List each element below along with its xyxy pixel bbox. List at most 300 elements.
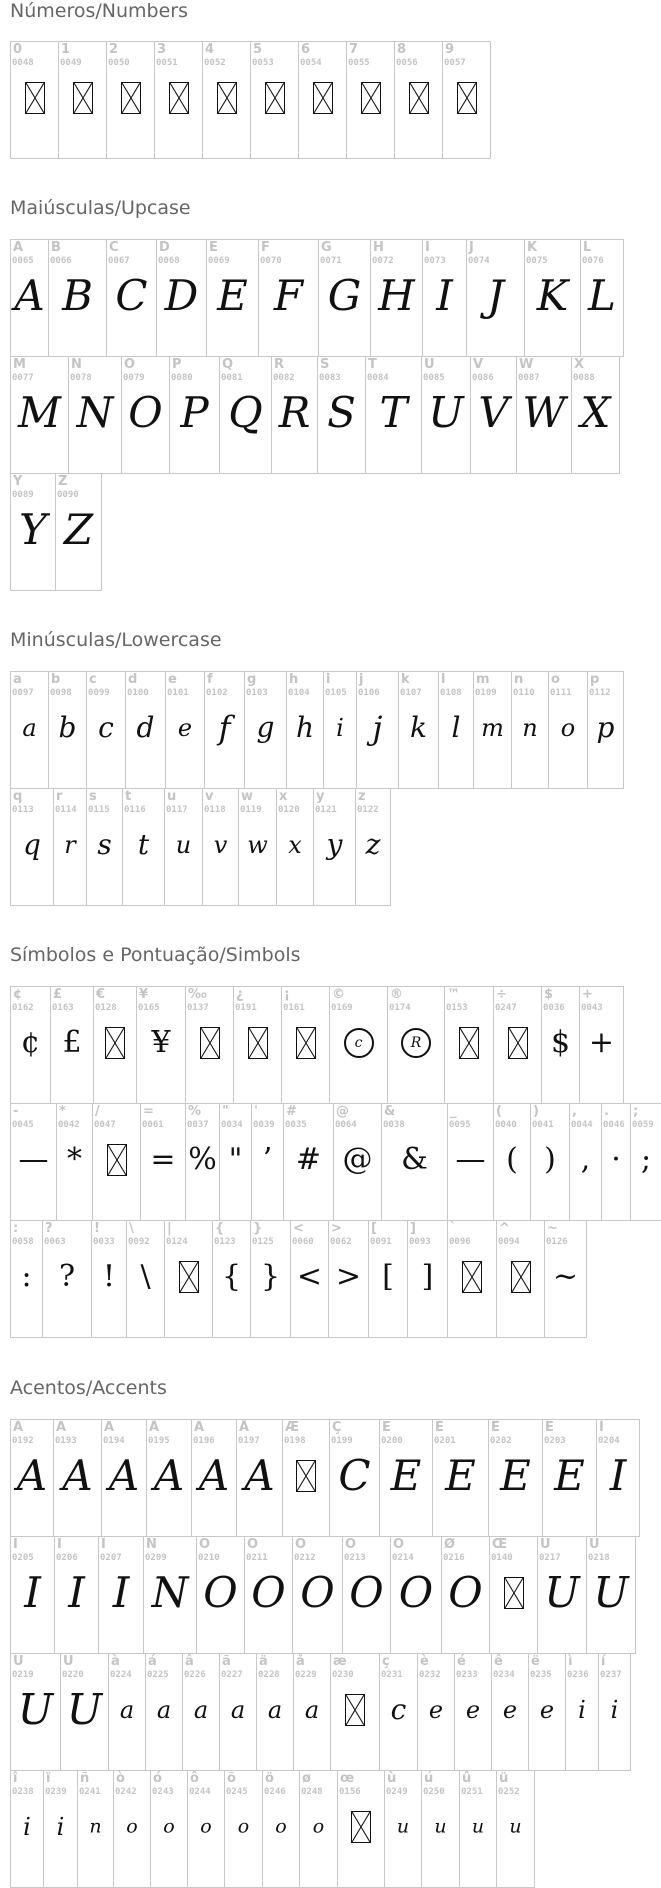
glyph-character-label: !: [94, 1221, 100, 1236]
glyph-code-label: 0202: [490, 1436, 512, 1446]
glyph-code-label: 0122: [357, 805, 379, 815]
glyph-sample: n: [522, 714, 538, 742]
glyph-sample: w: [247, 831, 268, 859]
glyph-cell: [317, 356, 366, 474]
glyph-character-label: Ö: [393, 1537, 405, 1552]
glyph-character-label: ü: [499, 1771, 509, 1786]
glyph-code-label: 0194: [103, 1436, 125, 1446]
glyph-cell: [244, 671, 287, 789]
glyph-character-label: y: [316, 789, 325, 804]
glyph-code-label: 0112: [589, 688, 611, 698]
glyph-sample: a: [230, 1696, 246, 1724]
glyph-cell: [438, 671, 474, 789]
glyph-code-label: 0214: [392, 1553, 414, 1563]
glyph-code-label: 0227: [221, 1670, 243, 1680]
glyph-character-label: b: [51, 672, 61, 687]
glyph-cell: [422, 239, 467, 357]
glyph-cell: [56, 1103, 93, 1221]
glyph-cell: [86, 671, 126, 789]
glyph-cell: [106, 239, 157, 357]
glyph-sample: >: [335, 1259, 362, 1294]
glyph-cell: [329, 1419, 380, 1537]
glyph-sample: ’: [262, 1142, 273, 1177]
glyph-character-label: Ã: [149, 1420, 160, 1435]
glyph-cell: [92, 1103, 141, 1221]
glyph-character-label: *: [59, 1104, 66, 1119]
glyph-cell: [156, 239, 207, 357]
glyph-cell: [10, 671, 49, 789]
missing-glyph-icon: [265, 82, 285, 114]
glyph-character-label: Ñ: [146, 1537, 157, 1552]
glyph-code-label: 0073: [424, 256, 446, 266]
glyph-character-label: Ü: [63, 1654, 74, 1669]
glyph-cell: [370, 239, 423, 357]
glyph-code-label: 0252: [498, 1787, 520, 1797]
glyph-cell: [313, 788, 356, 906]
glyph-code-label: 0205: [12, 1553, 34, 1563]
missing-glyph-icon: [345, 1694, 365, 1726]
glyph-sample: ): [544, 1142, 556, 1177]
glyph-code-label: 0207: [100, 1553, 122, 1563]
glyph-sample: —: [455, 1142, 486, 1177]
glyph-code-label: 0203: [544, 1436, 566, 1446]
glyph-code-label: 0095: [449, 1120, 471, 1130]
glyph-code-label: 0225: [147, 1670, 169, 1680]
glyph-cell: [441, 1536, 490, 1654]
glyph-code-label: 0220: [62, 1670, 84, 1680]
glyph-character-label: Ó: [247, 1537, 259, 1552]
glyph-cell: [86, 788, 123, 906]
glyph-sample: h: [295, 711, 315, 744]
glyph-sample: m: [481, 714, 504, 742]
glyph-cell: [10, 986, 51, 1104]
glyph-character-label: ô: [190, 1771, 199, 1786]
glyph-cell: [390, 1536, 442, 1654]
glyph-sample: !: [102, 1259, 116, 1294]
glyph-character-label: J: [469, 240, 474, 255]
glyph-character-label: #: [286, 1104, 297, 1119]
glyph-cell: [50, 986, 94, 1104]
glyph-cell: [601, 1103, 631, 1221]
glyph-code-label: 0219: [12, 1670, 34, 1680]
glyph-character-label: l: [441, 672, 446, 687]
glyph-cell: [154, 41, 203, 159]
glyph-cell: [387, 986, 445, 1104]
glyph-code-label: 0249: [386, 1787, 408, 1797]
glyph-cell: [60, 1653, 109, 1771]
glyph-sample: d: [136, 711, 155, 744]
glyph-cell: [54, 1536, 99, 1654]
glyph-code-label: 0064: [335, 1120, 357, 1130]
glyph-cell: [43, 1770, 78, 1888]
glyph-code-label: 0096: [449, 1237, 471, 1247]
glyph-code-label: 0076: [582, 256, 604, 266]
glyph-cell: [250, 41, 299, 159]
glyph-character-label: n: [514, 672, 524, 687]
glyph-character-label: û: [462, 1771, 472, 1786]
glyph-character-label: ë: [531, 1654, 540, 1669]
glyph-cell: [251, 1103, 284, 1221]
glyph-cell: [299, 1770, 338, 1888]
glyph-character-label: ö: [265, 1771, 274, 1786]
glyph-cell: [219, 1103, 252, 1221]
glyph-sample: }: [260, 1259, 281, 1294]
glyph-character-label: ™: [447, 987, 460, 1002]
glyph-cell: [496, 1220, 545, 1338]
glyph-sample: [388, 1028, 444, 1058]
glyph-cell: [365, 356, 422, 474]
glyph-sample: c: [98, 711, 114, 744]
glyph-code-label: 0211: [246, 1553, 268, 1563]
glyph-cell: [524, 239, 581, 357]
glyph-sample: z: [365, 828, 381, 861]
glyph-sample: u: [471, 1815, 485, 1838]
glyph-cell: [355, 788, 391, 906]
glyph-cell: [219, 1653, 257, 1771]
glyph-sample: O: [251, 1568, 286, 1617]
glyph-sample: *: [67, 1142, 82, 1177]
glyph-sample: e: [539, 1696, 555, 1724]
glyph-character-label: k: [401, 672, 410, 687]
glyph-character-label: õ: [227, 1771, 236, 1786]
glyph-cell: [204, 671, 245, 789]
glyph-code-label: 0226: [184, 1670, 206, 1680]
glyph-code-label: 0093: [409, 1237, 431, 1247]
glyph-character-label: ó: [153, 1771, 162, 1786]
glyph-character-label: K: [527, 240, 538, 255]
missing-glyph-icon: [200, 1027, 220, 1059]
glyph-code-label: 0089: [12, 490, 34, 500]
glyph-character-label: Û: [13, 1654, 24, 1669]
glyph-code-label: 0034: [221, 1120, 243, 1130]
glyph-character-label: %: [188, 1104, 202, 1119]
glyph-cell: [91, 1220, 127, 1338]
glyph-cell: [493, 986, 542, 1104]
missing-glyph-icon: [105, 1027, 125, 1059]
glyph-code-label: 0124: [166, 1237, 188, 1247]
glyph-cell: [106, 41, 155, 159]
glyph-sample: t: [137, 828, 150, 861]
glyph-code-label: 0237: [600, 1670, 622, 1680]
glyph-character-label: î: [13, 1771, 18, 1786]
glyph-cell: [407, 1220, 448, 1338]
glyph-cell: [473, 671, 512, 789]
glyph-character-label: L: [583, 240, 592, 255]
glyph-sample: ¢: [20, 1025, 41, 1060]
glyph-character-label: ñ: [80, 1771, 90, 1786]
glyph-cell: [206, 239, 259, 357]
glyph-sample: n: [89, 1815, 102, 1838]
glyph-sample: o: [126, 1815, 138, 1838]
glyph-character-label: à: [111, 1654, 120, 1669]
glyph-sample: U: [17, 1685, 54, 1734]
circled-letter: R: [401, 1028, 431, 1058]
glyph-code-label: 0212: [294, 1553, 316, 1563]
glyph-cell: [212, 1220, 251, 1338]
glyph-character-label: Á: [56, 1420, 67, 1435]
glyph-character-label: 0: [13, 42, 23, 57]
glyph-code-label: 0090: [57, 490, 79, 500]
glyph-sample: N: [76, 388, 114, 437]
glyph-cell: [511, 671, 549, 789]
glyph-code-label: 0230: [332, 1670, 354, 1680]
missing-glyph-icon: [296, 1460, 316, 1492]
glyph-character-label: M: [13, 357, 26, 372]
glyph-character-label: 2: [109, 42, 119, 57]
glyph-sample: p: [596, 711, 615, 744]
glyph-code-label: 0056: [396, 58, 418, 68]
glyph-sample: I: [436, 271, 453, 320]
glyph-cell: [108, 1653, 146, 1771]
glyph-character-label: å: [296, 1654, 305, 1669]
missing-glyph-icon: [107, 1144, 127, 1176]
glyph-code-label: 0228: [258, 1670, 280, 1680]
glyph-sample: u: [396, 1815, 410, 1838]
glyph-sample: W: [522, 388, 566, 437]
glyph-code-label: 0246: [264, 1787, 286, 1797]
glyph-character-label: m: [476, 672, 490, 687]
glyph-cell: [101, 1419, 147, 1537]
glyph-code-label: 0217: [539, 1553, 561, 1563]
glyph-sample: E: [390, 1451, 422, 1500]
glyph-cell: [541, 986, 580, 1104]
glyph-character-label: ã: [222, 1654, 231, 1669]
glyph-character-label: Ê: [491, 1420, 500, 1435]
glyph-code-label: 0050: [108, 58, 130, 68]
glyph-character-label: p: [590, 672, 600, 687]
glyph-code-label: 0241: [79, 1787, 101, 1797]
glyph-character-label: Ò: [199, 1537, 211, 1552]
glyph-code-label: 0077: [12, 373, 34, 383]
glyph-sample: U: [593, 1568, 629, 1617]
glyph-code-label: 0091: [370, 1237, 392, 1247]
glyph-sample: G: [327, 271, 362, 320]
glyph-code-label: 0049: [60, 58, 82, 68]
glyph-code-label: 0105: [325, 688, 347, 698]
glyph-code-label: 0244: [189, 1787, 211, 1797]
glyph-cell: [244, 1536, 293, 1654]
glyph-cell: [125, 671, 166, 789]
glyph-character-label: V: [473, 357, 484, 372]
glyph-character-label: o: [551, 672, 560, 687]
glyph-character-label: ©: [332, 987, 345, 1002]
glyph-code-label: 0120: [278, 805, 300, 815]
glyph-sample: A: [14, 271, 45, 320]
glyph-code-label: 0224: [110, 1670, 132, 1680]
glyph-sample: V: [478, 388, 509, 437]
glyph-sample: e: [502, 1696, 518, 1724]
glyph-character-label: z: [358, 789, 366, 804]
section-title-numeros-numbers: Números/Numbers: [10, 0, 188, 22]
glyph-character-label: ¢: [13, 987, 23, 1002]
glyph-cell: [496, 1770, 535, 1888]
glyph-sample: B: [62, 271, 93, 320]
glyph-cell: [283, 1103, 334, 1221]
glyph-sample: O: [349, 1568, 384, 1617]
glyph-cell: [164, 1220, 213, 1338]
glyph-character-label: ò: [116, 1771, 125, 1786]
glyph-cell: [146, 1419, 192, 1537]
glyph-sample: g: [256, 711, 275, 744]
glyph-cell: [488, 1419, 543, 1537]
glyph-character-label: ]: [410, 1221, 416, 1236]
glyph-cell: [384, 1770, 422, 1888]
glyph-character-label: x: [279, 789, 288, 804]
glyph-code-label: 0213: [344, 1553, 366, 1563]
glyph-sample: O: [128, 388, 163, 437]
glyph-sample: [: [382, 1259, 394, 1294]
glyph-sample: i: [336, 714, 344, 742]
missing-glyph-icon: [179, 1261, 199, 1293]
glyph-character-label: ï: [46, 1771, 51, 1786]
glyph-character-label: Æ: [285, 1420, 300, 1435]
section-title-acentos-accents: Acentos/Accents: [10, 1377, 167, 1399]
glyph-character-label: q: [13, 789, 23, 804]
glyph-cell: [202, 41, 251, 159]
glyph-cell: [323, 671, 357, 789]
glyph-sample: ;: [640, 1142, 652, 1177]
glyph-character-label: H: [373, 240, 384, 255]
glyph-code-label: 0040: [495, 1120, 517, 1130]
glyph-code-label: 0054: [300, 58, 322, 68]
glyph-cell: [10, 1103, 57, 1221]
glyph-cell: [548, 671, 588, 789]
glyph-character-label: j: [359, 672, 364, 687]
glyph-code-label: 0086: [472, 373, 494, 383]
glyph-sample: o: [200, 1815, 212, 1838]
glyph-sample: e: [177, 714, 193, 742]
glyph-code-label: 0235: [530, 1670, 552, 1680]
glyph-sample: j: [372, 709, 383, 747]
glyph-code-label: 0052: [204, 58, 226, 68]
glyph-character-label: ê: [494, 1654, 503, 1669]
missing-glyph-icon: [313, 82, 333, 114]
glyph-code-label: 0115: [88, 805, 110, 815]
glyph-code-label: 0192: [12, 1436, 34, 1446]
glyph-code-label: 0204: [598, 1436, 620, 1446]
glyph-code-label: 0071: [320, 256, 342, 266]
glyph-sample: u: [175, 831, 192, 859]
glyph-code-label: 0043: [581, 1003, 603, 1013]
glyph-sample: @: [342, 1142, 373, 1177]
glyph-cell: [77, 1770, 114, 1888]
glyph-sample: u: [434, 1815, 447, 1838]
glyph-character-label: -: [13, 1104, 19, 1119]
glyph-character-label: ): [533, 1104, 539, 1119]
glyph-sample: a: [22, 714, 37, 742]
glyph-sample: b: [58, 711, 77, 744]
glyph-sample: o: [163, 1815, 175, 1838]
glyph-code-label: 0121: [315, 805, 337, 815]
glyph-sample: ?: [58, 1259, 76, 1294]
glyph-character-label: :: [13, 1221, 19, 1236]
glyph-cell: [164, 788, 203, 906]
glyph-character-label: ": [222, 1104, 229, 1119]
glyph-sample: L: [588, 271, 616, 320]
glyph-sample: o: [560, 714, 576, 742]
glyph-cell: [569, 1103, 602, 1221]
glyph-sample: a: [119, 1696, 135, 1724]
glyph-cell: [290, 1220, 329, 1338]
glyph-sample: E: [500, 1451, 531, 1500]
glyph-code-label: 0058: [12, 1237, 34, 1247]
glyph-character-label: g: [247, 672, 257, 687]
glyph-character-label: ~: [547, 1221, 558, 1236]
glyph-cell: [42, 1220, 92, 1338]
glyph-code-label: 0234: [493, 1670, 515, 1680]
glyph-character-label: 4: [205, 42, 215, 57]
glyph-sample: q: [23, 828, 41, 861]
glyph-code-label: 0169: [331, 1003, 353, 1013]
missing-glyph-icon: [508, 1027, 528, 1059]
glyph-cell: [202, 788, 239, 906]
glyph-character-label: 3: [157, 42, 167, 57]
glyph-sample: E: [554, 1451, 585, 1500]
glyph-character-label: u: [167, 789, 177, 804]
glyph-cell: [143, 1536, 197, 1654]
glyph-code-label: 0085: [423, 373, 445, 383]
glyph-cell: [394, 41, 443, 159]
glyph-code-label: 0200: [381, 1436, 403, 1446]
glyph-sample: I: [112, 1568, 130, 1617]
glyph-code-label: 0068: [158, 256, 180, 266]
glyph-sample: O: [398, 1568, 434, 1617]
glyph-code-label: 0055: [348, 58, 370, 68]
glyph-character-label: Ô: [295, 1537, 307, 1552]
glyph-sample: J: [487, 271, 504, 320]
glyph-cell: [122, 788, 165, 906]
glyph-character-label: i: [326, 672, 331, 687]
glyph-character-label: Ï: [101, 1537, 106, 1552]
glyph-cell: [516, 356, 572, 474]
glyph-code-label: 0209: [145, 1553, 167, 1563]
glyph-sample: ~: [552, 1259, 579, 1294]
glyph-sample: Y: [19, 505, 47, 554]
glyph-code-label: 0087: [518, 373, 540, 383]
glyph-sample: K: [536, 271, 569, 320]
glyph-code-label: 0053: [252, 58, 274, 68]
glyph-sample: ,: [580, 1142, 591, 1177]
glyph-character-label: r: [56, 789, 63, 804]
glyph-code-label: 0161: [283, 1003, 305, 1013]
glyph-sample: a: [267, 1696, 283, 1724]
glyph-code-label: 0236: [567, 1670, 589, 1680]
glyph-code-label: 0242: [115, 1787, 137, 1797]
glyph-cell: [337, 1770, 385, 1888]
glyph-code-label: 0097: [12, 688, 34, 698]
glyph-character-label: O: [124, 357, 136, 372]
glyph-code-label: 0126: [546, 1237, 568, 1247]
glyph-cell: [293, 1653, 331, 1771]
glyph-cell: [182, 1653, 220, 1771]
glyph-character-label: {: [215, 1221, 225, 1236]
glyph-code-label: 0245: [226, 1787, 248, 1797]
glyph-character-label: ÷: [496, 987, 507, 1002]
glyph-character-label: A: [13, 240, 24, 255]
missing-glyph-icon: [457, 82, 477, 114]
glyph-character-label: T: [368, 357, 377, 372]
glyph-cell: [169, 356, 220, 474]
glyph-code-label: 0044: [571, 1120, 593, 1130]
glyph-character-label: Q: [222, 357, 234, 372]
glyph-code-label: 0078: [70, 373, 92, 383]
circled-letter: c: [344, 1028, 374, 1058]
glyph-sample: &: [401, 1142, 428, 1177]
missing-glyph-icon: [25, 82, 45, 114]
glyph-character-label: ù: [387, 1771, 397, 1786]
missing-glyph-icon: [511, 1261, 531, 1293]
glyph-cell: [10, 1220, 43, 1338]
